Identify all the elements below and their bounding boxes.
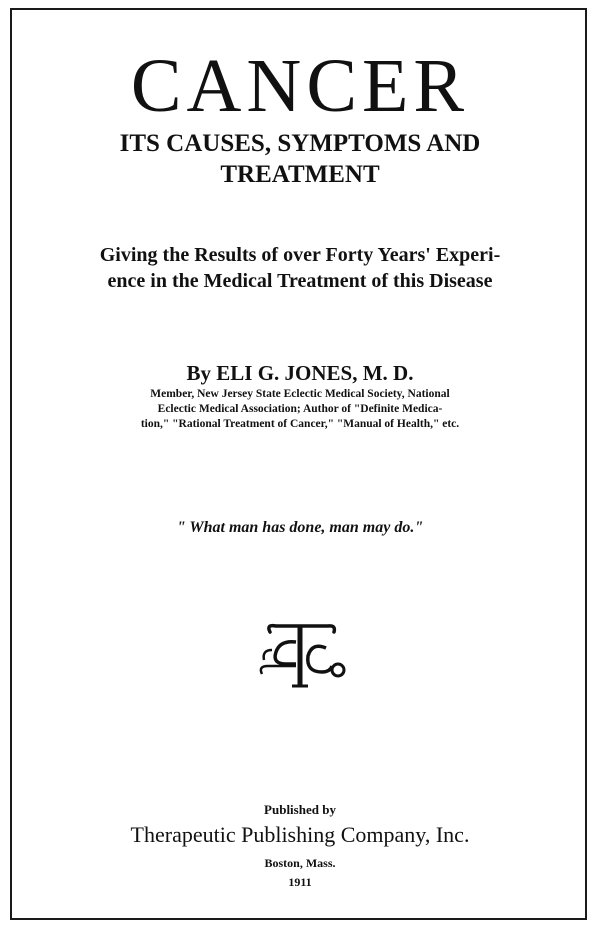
publication-year: 1911	[288, 875, 312, 889]
motto	[0, 518, 600, 538]
subtitle-line-2: TREATMENT	[220, 161, 380, 188]
book-title: CANCER	[130, 44, 470, 128]
subtitle-line-1: ITS CAUSES, SYMPTOMS AND	[119, 130, 481, 157]
author-credentials-line-1: Member, New Jersey State Eclectic Medical Society, National	[150, 388, 450, 400]
author-credentials-line-2: Eclectic Medical Association; Author of "Definite Medica-	[157, 403, 443, 415]
author-line: By ELI G. JONES, M. D.	[186, 361, 414, 385]
published-by-label: Published by	[264, 802, 336, 817]
motto-text: " What man has done, man may do."	[176, 519, 424, 536]
description-line-1: Giving the Results of over Forty Years' Experi-	[99, 244, 501, 266]
description-line-2: ence in the Medical Treatment of this Disease	[107, 270, 493, 292]
author-credentials-line-3: tion," "Rational Treatment of Cancer," "Manual of Health," etc.	[140, 418, 460, 430]
publication-city: Boston, Mass.	[264, 856, 336, 870]
publisher-name: Therapeutic Publishing Company, Inc.	[130, 822, 470, 847]
tpco-monogram-logo-icon	[256, 620, 348, 690]
